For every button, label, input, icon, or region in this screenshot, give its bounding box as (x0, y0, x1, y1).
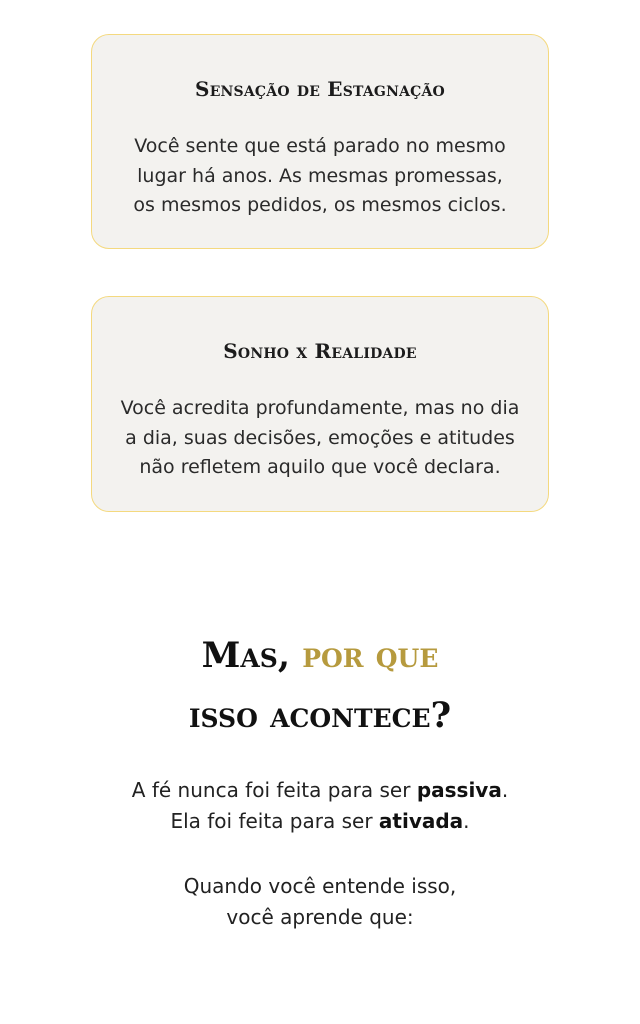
card-description-line: os mesmos pedidos, os mesmos ciclos. (133, 194, 507, 216)
faith-line-1 (0, 775, 640, 806)
card-description-line: não refletem aquilo que você declara. (139, 456, 501, 478)
understanding-line-1: Quando você entende isso, (183, 874, 457, 898)
card-title: Sensação de Estagnação (195, 77, 445, 101)
section-heading-line-2: isso acontece? (188, 695, 452, 736)
emphasis-passiva: passiva (416, 778, 502, 802)
card-title: Sonho x Realidade (223, 339, 417, 363)
card-description-line: Você sente que está parado no mesmo (134, 135, 506, 157)
understanding-line-2: você aprende que: (226, 905, 414, 929)
text-span: A fé nunca foi feita para ser (131, 778, 417, 802)
card-description-line: lugar há anos. As mesmas promessas, (137, 164, 503, 187)
faith-line-2 (0, 806, 640, 837)
heading-accent: por que (302, 635, 439, 676)
text-span: . (463, 809, 470, 833)
card-description-line: a dia, suas decisões, emoções e atitudes (125, 426, 515, 449)
text-span: Ela foi feita para ser (170, 809, 379, 833)
card-dream-vs-reality (91, 296, 549, 512)
heading-part: Mas, (201, 635, 303, 676)
section-heading (0, 626, 640, 686)
card-description (106, 394, 534, 483)
emphasis-ativada: ativada (378, 809, 464, 833)
faith-paragraph (0, 775, 640, 837)
text-span: . (501, 778, 509, 802)
card-description (106, 132, 534, 221)
card-stagnation (91, 34, 549, 249)
understanding-paragraph (0, 871, 640, 933)
card-description-line: Você acredita profundamente, mas no dia (120, 397, 520, 419)
